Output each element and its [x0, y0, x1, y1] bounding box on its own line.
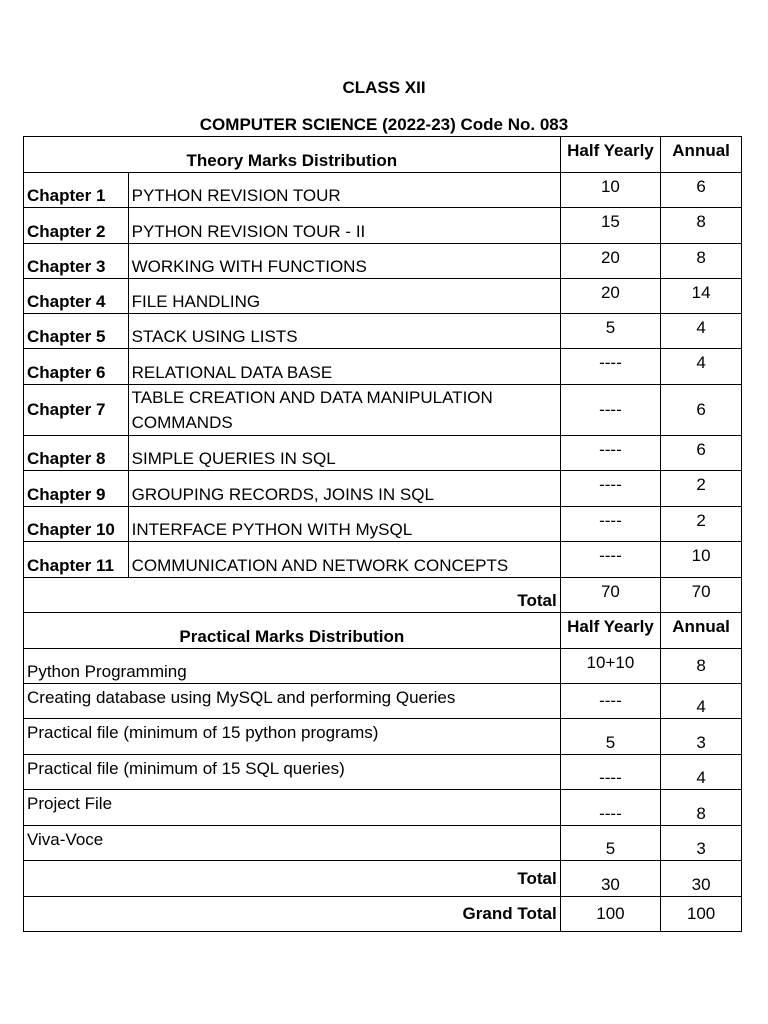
- grand-total-half-yearly: 100: [560, 897, 660, 932]
- half-yearly-value: ----: [560, 385, 660, 436]
- table-row: [24, 279, 742, 314]
- chapter-label: Chapter 6: [24, 349, 129, 385]
- table-row: [24, 244, 742, 279]
- practical-col-annual: Annual: [661, 613, 742, 649]
- practical-total-annual: 30: [661, 861, 742, 897]
- chapter-topic: TABLE CREATION AND DATA MANIPULATION COMMANDS: [128, 385, 560, 436]
- half-yearly-value: 15: [560, 208, 660, 244]
- chapter-topic: INTERFACE PYTHON WITH MySQL: [128, 507, 560, 542]
- chapter-label: Chapter 8: [24, 436, 129, 471]
- half-yearly-value: 20: [560, 244, 660, 279]
- table-row: [24, 208, 742, 244]
- theory-col-half-yearly: Half Yearly: [560, 137, 660, 173]
- practical-total-row: [24, 861, 742, 897]
- annual-value: 4: [661, 755, 742, 790]
- theory-col-annual: Annual: [661, 137, 742, 173]
- theory-total-label: Total: [24, 578, 561, 613]
- annual-value: 3: [661, 826, 742, 861]
- table-row: [24, 719, 742, 755]
- chapter-label: Chapter 1: [24, 173, 129, 208]
- chapter-label: Chapter 11: [24, 542, 129, 578]
- grand-total-label: Grand Total: [24, 897, 561, 932]
- theory-total-row: [24, 578, 742, 613]
- table-row: [24, 826, 742, 861]
- half-yearly-value: ----: [560, 471, 660, 507]
- table-row: [24, 314, 742, 349]
- table-row: [24, 471, 742, 507]
- half-yearly-value: ----: [560, 507, 660, 542]
- grand-total-annual: 100: [661, 897, 742, 932]
- chapter-topic: RELATIONAL DATA BASE: [128, 349, 560, 385]
- annual-value: 8: [661, 208, 742, 244]
- annual-value: 6: [661, 173, 742, 208]
- chapter-topic: SIMPLE QUERIES IN SQL: [128, 436, 560, 471]
- subject-title: COMPUTER SCIENCE (2022-23) Code No. 083: [199, 115, 569, 134]
- theory-header-row: [24, 137, 742, 173]
- table-row: [24, 349, 742, 385]
- annual-value: 2: [661, 507, 742, 542]
- practical-total-label: Total: [24, 861, 561, 897]
- practical-item: Creating database using MySQL and performing Queries: [24, 684, 561, 719]
- half-yearly-value: ----: [560, 755, 660, 790]
- table-row: [24, 649, 742, 684]
- annual-value: 6: [661, 436, 742, 471]
- chapter-label: Chapter 7: [24, 385, 129, 436]
- theory-total-half-yearly: 70: [560, 578, 660, 613]
- annual-value: 4: [661, 684, 742, 719]
- half-yearly-value: ----: [560, 542, 660, 578]
- half-yearly-value: 10+10: [560, 649, 660, 684]
- annual-value: 3: [661, 719, 742, 755]
- table-row: [24, 385, 742, 436]
- table-row: [24, 173, 742, 208]
- table-row: [24, 755, 742, 790]
- chapter-topic: GROUPING RECORDS, JOINS IN SQL: [128, 471, 560, 507]
- annual-value: 4: [661, 314, 742, 349]
- annual-value: 14: [661, 279, 742, 314]
- annual-value: 8: [661, 790, 742, 826]
- practical-total-half-yearly: 30: [560, 861, 660, 897]
- table-row: [24, 684, 742, 719]
- chapter-topic: PYTHON REVISION TOUR: [128, 173, 560, 208]
- practical-header-row: [24, 613, 742, 649]
- annual-value: 10: [661, 542, 742, 578]
- annual-value: 4: [661, 349, 742, 385]
- half-yearly-value: ----: [560, 684, 660, 719]
- chapter-topic: PYTHON REVISION TOUR - II: [128, 208, 560, 244]
- practical-heading: Practical Marks Distribution: [24, 613, 561, 649]
- chapter-label: Chapter 10: [24, 507, 129, 542]
- practical-item: Project File: [24, 790, 561, 826]
- annual-value: 8: [661, 244, 742, 279]
- theory-total-annual: 70: [661, 578, 742, 613]
- chapter-topic: FILE HANDLING: [128, 279, 560, 314]
- chapter-topic: WORKING WITH FUNCTIONS: [128, 244, 560, 279]
- chapter-topic: STACK USING LISTS: [128, 314, 560, 349]
- marks-distribution-table: [23, 136, 742, 932]
- chapter-label: Chapter 5: [24, 314, 129, 349]
- half-yearly-value: ----: [560, 436, 660, 471]
- chapter-label: Chapter 2: [24, 208, 129, 244]
- practical-item: Python Programming: [24, 649, 561, 684]
- practical-item: Practical file (minimum of 15 SQL queries): [24, 755, 561, 790]
- half-yearly-value: 5: [560, 719, 660, 755]
- practical-item: Viva-Voce: [24, 826, 561, 861]
- chapter-label: Chapter 9: [24, 471, 129, 507]
- table-row: [24, 507, 742, 542]
- half-yearly-value: ----: [560, 790, 660, 826]
- class-title: CLASS XII: [342, 78, 426, 97]
- chapter-label: Chapter 3: [24, 244, 129, 279]
- practical-item: Practical file (minimum of 15 python programs): [24, 719, 561, 755]
- table-row: [24, 790, 742, 826]
- annual-value: 2: [661, 471, 742, 507]
- half-yearly-value: 20: [560, 279, 660, 314]
- annual-value: 8: [661, 649, 742, 684]
- chapter-label: Chapter 4: [24, 279, 129, 314]
- half-yearly-value: 10: [560, 173, 660, 208]
- practical-col-half-yearly: Half Yearly: [560, 613, 660, 649]
- annual-value: 6: [661, 385, 742, 436]
- table-row: [24, 436, 742, 471]
- theory-heading: Theory Marks Distribution: [24, 137, 561, 173]
- grand-total-row: [24, 897, 742, 932]
- half-yearly-value: 5: [560, 314, 660, 349]
- table-row: [24, 542, 742, 578]
- chapter-topic: COMMUNICATION AND NETWORK CONCEPTS: [128, 542, 560, 578]
- half-yearly-value: ----: [560, 349, 660, 385]
- half-yearly-value: 5: [560, 826, 660, 861]
